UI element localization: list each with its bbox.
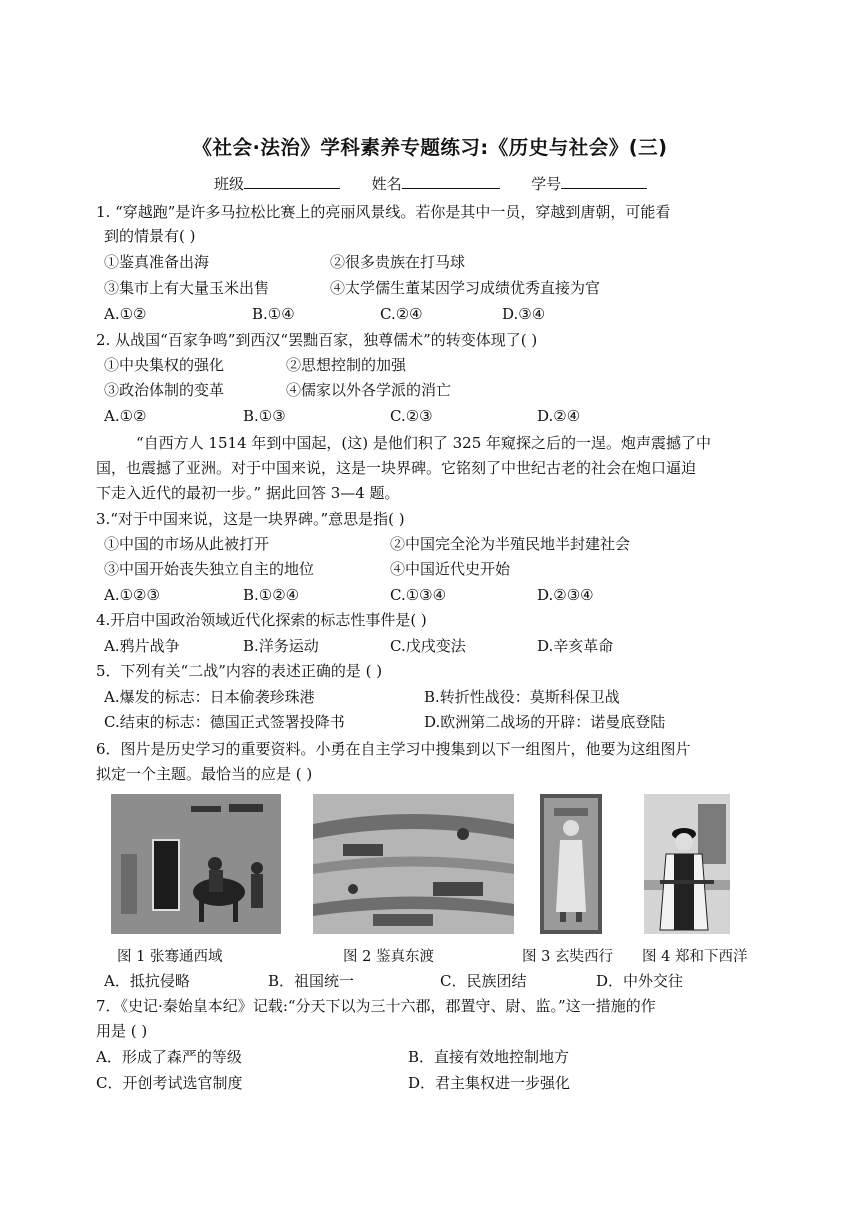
q3-item-1: ①中国的市场从此被打开 (104, 535, 270, 553)
question-4-stem: 4.开启中国政治领域近代化探索的标志性事件是( ) (96, 611, 427, 629)
id-field[interactable] (561, 174, 647, 189)
question-3-stem: 3.“对于中国来说，这是一块界碑。”意思是指( ) (96, 510, 405, 528)
name-field[interactable] (402, 174, 500, 189)
q1-option-b[interactable]: B.①④ (252, 305, 295, 323)
figure-2-image (313, 794, 514, 934)
question-7-stem-cont: 用是 ( ) (96, 1022, 148, 1040)
q6-option-c[interactable]: C．民族团结 (440, 972, 527, 990)
q5-option-b[interactable]: B.转折性战役：莫斯科保卫战 (424, 688, 620, 706)
figure-2-caption: 图 2 鉴真东渡 (343, 949, 434, 965)
q1-option-d[interactable]: D.③④ (502, 305, 546, 323)
q2-item-4: ④儒家以外各学派的消亡 (286, 381, 452, 399)
id-label: 学号 (531, 175, 562, 193)
q6-option-b[interactable]: B．祖国统一 (268, 972, 355, 990)
q3-item-4: ④中国近代史开始 (390, 560, 511, 578)
question-2-stem: 2. 从战国“百家争鸣”到西汉“罢黜百家，独尊儒术”的转变体现了( ) (96, 331, 538, 349)
q1-item-1: ①鉴真准备出海 (104, 253, 210, 271)
question-6-stem-cont: 拟定一个主题。最恰当的应是 ( ) (96, 765, 313, 783)
figure-1-image (111, 794, 281, 934)
q2-option-d[interactable]: D.②④ (537, 407, 581, 425)
question-5-stem: 5．下列有关“二战”内容的表述正确的是 ( ) (96, 662, 383, 680)
q6-option-a[interactable]: A．抵抗侵略 (104, 972, 190, 990)
q2-item-3: ③政治体制的变革 (104, 381, 225, 399)
passage-line-1: “自西方人 1514 年到中国起，(这) 是他们积了 325 年窥探之后的一逞。炮声震撼了中 (136, 434, 712, 452)
q3-item-3: ③中国开始丧失独立自主的地位 (104, 560, 315, 578)
figure-1-caption: 图 1 张骞通西域 (117, 949, 223, 965)
student-info (214, 173, 647, 194)
q3-option-c[interactable]: C.①③④ (390, 586, 447, 604)
figure-4-caption: 图 4 郑和下西洋 (642, 949, 748, 965)
question-1-stem-cont: 到的情景有( ) (104, 227, 196, 245)
q4-option-a[interactable]: A.鸦片战争 (104, 637, 180, 655)
question-6-stem: 6．图片是历史学习的重要资料。小勇在自主学习中搜集到以下一组图片，他要为这组图片 (96, 740, 691, 758)
q7-option-b[interactable]: B．直接有效地控制地方 (408, 1048, 570, 1066)
q7-option-c[interactable]: C．开创考试选官制度 (96, 1074, 243, 1092)
class-field[interactable] (244, 174, 340, 189)
figure-3-caption: 图 3 玄奘西行 (522, 949, 613, 965)
q1-item-4: ④太学儒生董某因学习成绩优秀直接为官 (330, 279, 601, 297)
q4-option-c[interactable]: C.戊戌变法 (390, 637, 466, 655)
name-label: 姓名 (371, 175, 402, 193)
q2-option-b[interactable]: B.①③ (243, 407, 286, 425)
q3-option-b[interactable]: B.①②④ (243, 586, 300, 604)
page-title: 《社会·法治》学科素养专题练习:《历史与社会》(三) (192, 136, 668, 159)
q2-item-2: ②思想控制的加强 (286, 356, 407, 374)
q4-option-d[interactable]: D.辛亥革命 (537, 637, 614, 655)
q3-option-d[interactable]: D.②③④ (537, 586, 594, 604)
q1-option-c[interactable]: C.②④ (380, 305, 423, 323)
q2-option-a[interactable]: A.①② (104, 407, 147, 425)
q2-option-c[interactable]: C.②③ (390, 407, 433, 425)
question-7-stem: 7．《史记·秦始皇本纪》记载:“分天下以为三十六郡，郡置守、尉、监。”这一措施的作 (96, 997, 656, 1015)
q3-item-2: ②中国完全沦为半殖民地半封建社会 (390, 535, 631, 553)
q4-option-b[interactable]: B.洋务运动 (243, 637, 319, 655)
q5-option-c[interactable]: C.结束的标志：德国正式签署投降书 (104, 713, 345, 731)
figure-3-image (540, 794, 602, 934)
q5-option-a[interactable]: A.爆发的标志：日本偷袭珍珠港 (104, 688, 315, 706)
q7-option-d[interactable]: D．君主集权进一步强化 (408, 1074, 571, 1092)
q2-item-1: ①中央集权的强化 (104, 356, 225, 374)
figure-4-image (644, 794, 730, 934)
q3-option-a[interactable]: A.①②③ (104, 586, 160, 604)
question-1-stem: 1. “穿越跑”是许多马拉松比赛上的亮丽风景线。若你是其中一员，穿越到唐朝，可能看 (96, 203, 671, 221)
class-label: 班级 (214, 175, 245, 193)
q7-option-a[interactable]: A．形成了森严的等级 (96, 1048, 242, 1066)
q1-item-3: ③集市上有大量玉米出售 (104, 279, 270, 297)
q1-option-a[interactable]: A.①② (104, 305, 147, 323)
passage-line-3: 下走入近代的最初一步。” 据此回答 3—4 题。 (96, 484, 400, 502)
q6-option-d[interactable]: D．中外交往 (596, 972, 684, 990)
q1-item-2: ②很多贵族在打马球 (330, 253, 466, 271)
passage-line-2: 国，也震撼了亚洲。对于中国来说，这是一块界碑。它铭刻了中世纪古老的社会在炮口逼迫 (96, 459, 697, 477)
q5-option-d[interactable]: D.欧洲第二战场的开辟：诺曼底登陆 (424, 713, 666, 731)
